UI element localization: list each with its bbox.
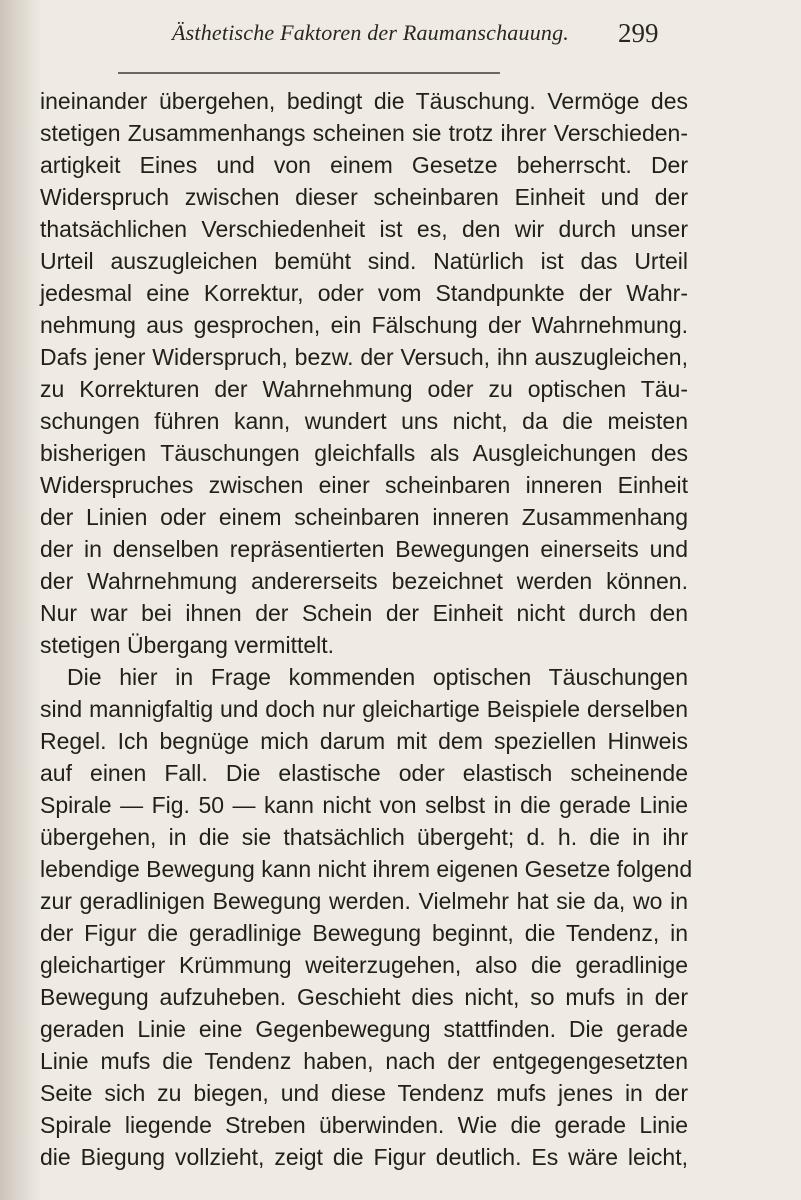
text-line: nehmung aus gesprochen, ein Fälschung der Wahrnehmung.: [40, 312, 688, 338]
text-line: übergehen, in die sie thatsächlich übergeht; d. h. die in ihr: [40, 824, 688, 850]
text-line: Widerspruches zwischen einer scheinbaren inneren Einheit: [40, 472, 688, 498]
header-rule: [118, 72, 500, 74]
text-line: sind mannigfaltig und doch nur gleichartige Beispiele derselben: [40, 696, 688, 722]
paragraph-start-line: Die hier in Frage kommenden optischen Täuschungen: [67, 664, 688, 690]
body-text: [40, 85, 693, 1173]
text-line: Regel. Ich begnüge mich darum mit dem speziellen Hinweis: [40, 728, 688, 754]
text-line: ineinander übergehen, bedingt die Täuschung. Vermöge des: [40, 88, 688, 114]
text-line: Nur war bei ihnen der Schein der Einheit nicht durch den: [40, 600, 688, 626]
text-line: Dafs jener Widerspruch, bezw. der Versuch, ihn auszugleichen,: [40, 344, 688, 370]
text-line: die Biegung vollzieht, zeigt die Figur deutlich. Es wäre leicht,: [40, 1144, 688, 1170]
text-line: zur geradlinigen Bewegung werden. Vielmehr hat sie da, wo in: [40, 888, 688, 914]
text-line: stetigen Zusammenhangs scheinen sie trotz ihrer Verschieden-: [40, 120, 688, 146]
text-line: Spirale — Fig. 50 — kann nicht von selbst in die gerade Linie: [40, 792, 688, 818]
text-line: jedesmal eine Korrektur, oder vom Standpunkte der Wahr-: [40, 280, 688, 306]
text-line: Urteil auszugleichen bemüht sind. Natürlich ist das Urteil: [40, 248, 688, 274]
running-head: Ästhetische Faktoren der Raumanschauung.: [172, 20, 569, 45]
text-line: geraden Linie eine Gegenbewegung stattfinden. Die gerade: [40, 1016, 688, 1042]
text-line: der Linien oder einem scheinbaren inneren Zusammenhang: [40, 504, 688, 530]
text-line: schungen führen kann, wundert uns nicht, da die meisten: [40, 408, 688, 434]
text-line: stetigen Übergang vermittelt.: [40, 632, 335, 658]
text-line: Widerspruch zwischen dieser scheinbaren Einheit und der: [40, 184, 688, 210]
text-line: Seite sich zu biegen, und diese Tendenz mufs jenes in der: [40, 1080, 688, 1106]
text-line: bisherigen Täuschungen gleichfalls als Ausgleichungen des: [40, 440, 688, 466]
text-line: thatsächlichen Verschiedenheit ist es, den wir durch unser: [40, 216, 688, 242]
page-number: 299: [618, 18, 659, 48]
text-line: auf einen Fall. Die elastische oder elastisch scheinende: [40, 760, 688, 786]
text-line: Spirale liegende Streben überwinden. Wie die gerade Linie: [40, 1112, 688, 1138]
text-line: gleichartiger Krümmung weiterzugehen, also die geradlinige: [40, 952, 688, 978]
page-header: [0, 20, 801, 56]
binding-shadow: [0, 0, 42, 1200]
text-line: artigkeit Eines und von einem Gesetze beherrscht. Der: [40, 152, 688, 178]
text-line: Linie mufs die Tendenz haben, nach der entgegengesetzten: [40, 1048, 688, 1074]
text-line: lebendige Bewegung kann nicht ihrem eigenen Gesetze folgend: [40, 856, 693, 882]
text-line: der in denselben repräsentierten Bewegungen einerseits und: [40, 536, 688, 562]
text-line: der Wahrnehmung andererseits bezeichnet werden können.: [40, 568, 688, 594]
text-line: Bewegung aufzuheben. Geschieht dies nicht, so mufs in der: [40, 984, 688, 1010]
text-line: der Figur die geradlinige Bewegung beginnt, die Tendenz, in: [40, 920, 688, 946]
text-line: zu Korrekturen der Wahrnehmung oder zu optischen Täu-: [40, 376, 688, 402]
